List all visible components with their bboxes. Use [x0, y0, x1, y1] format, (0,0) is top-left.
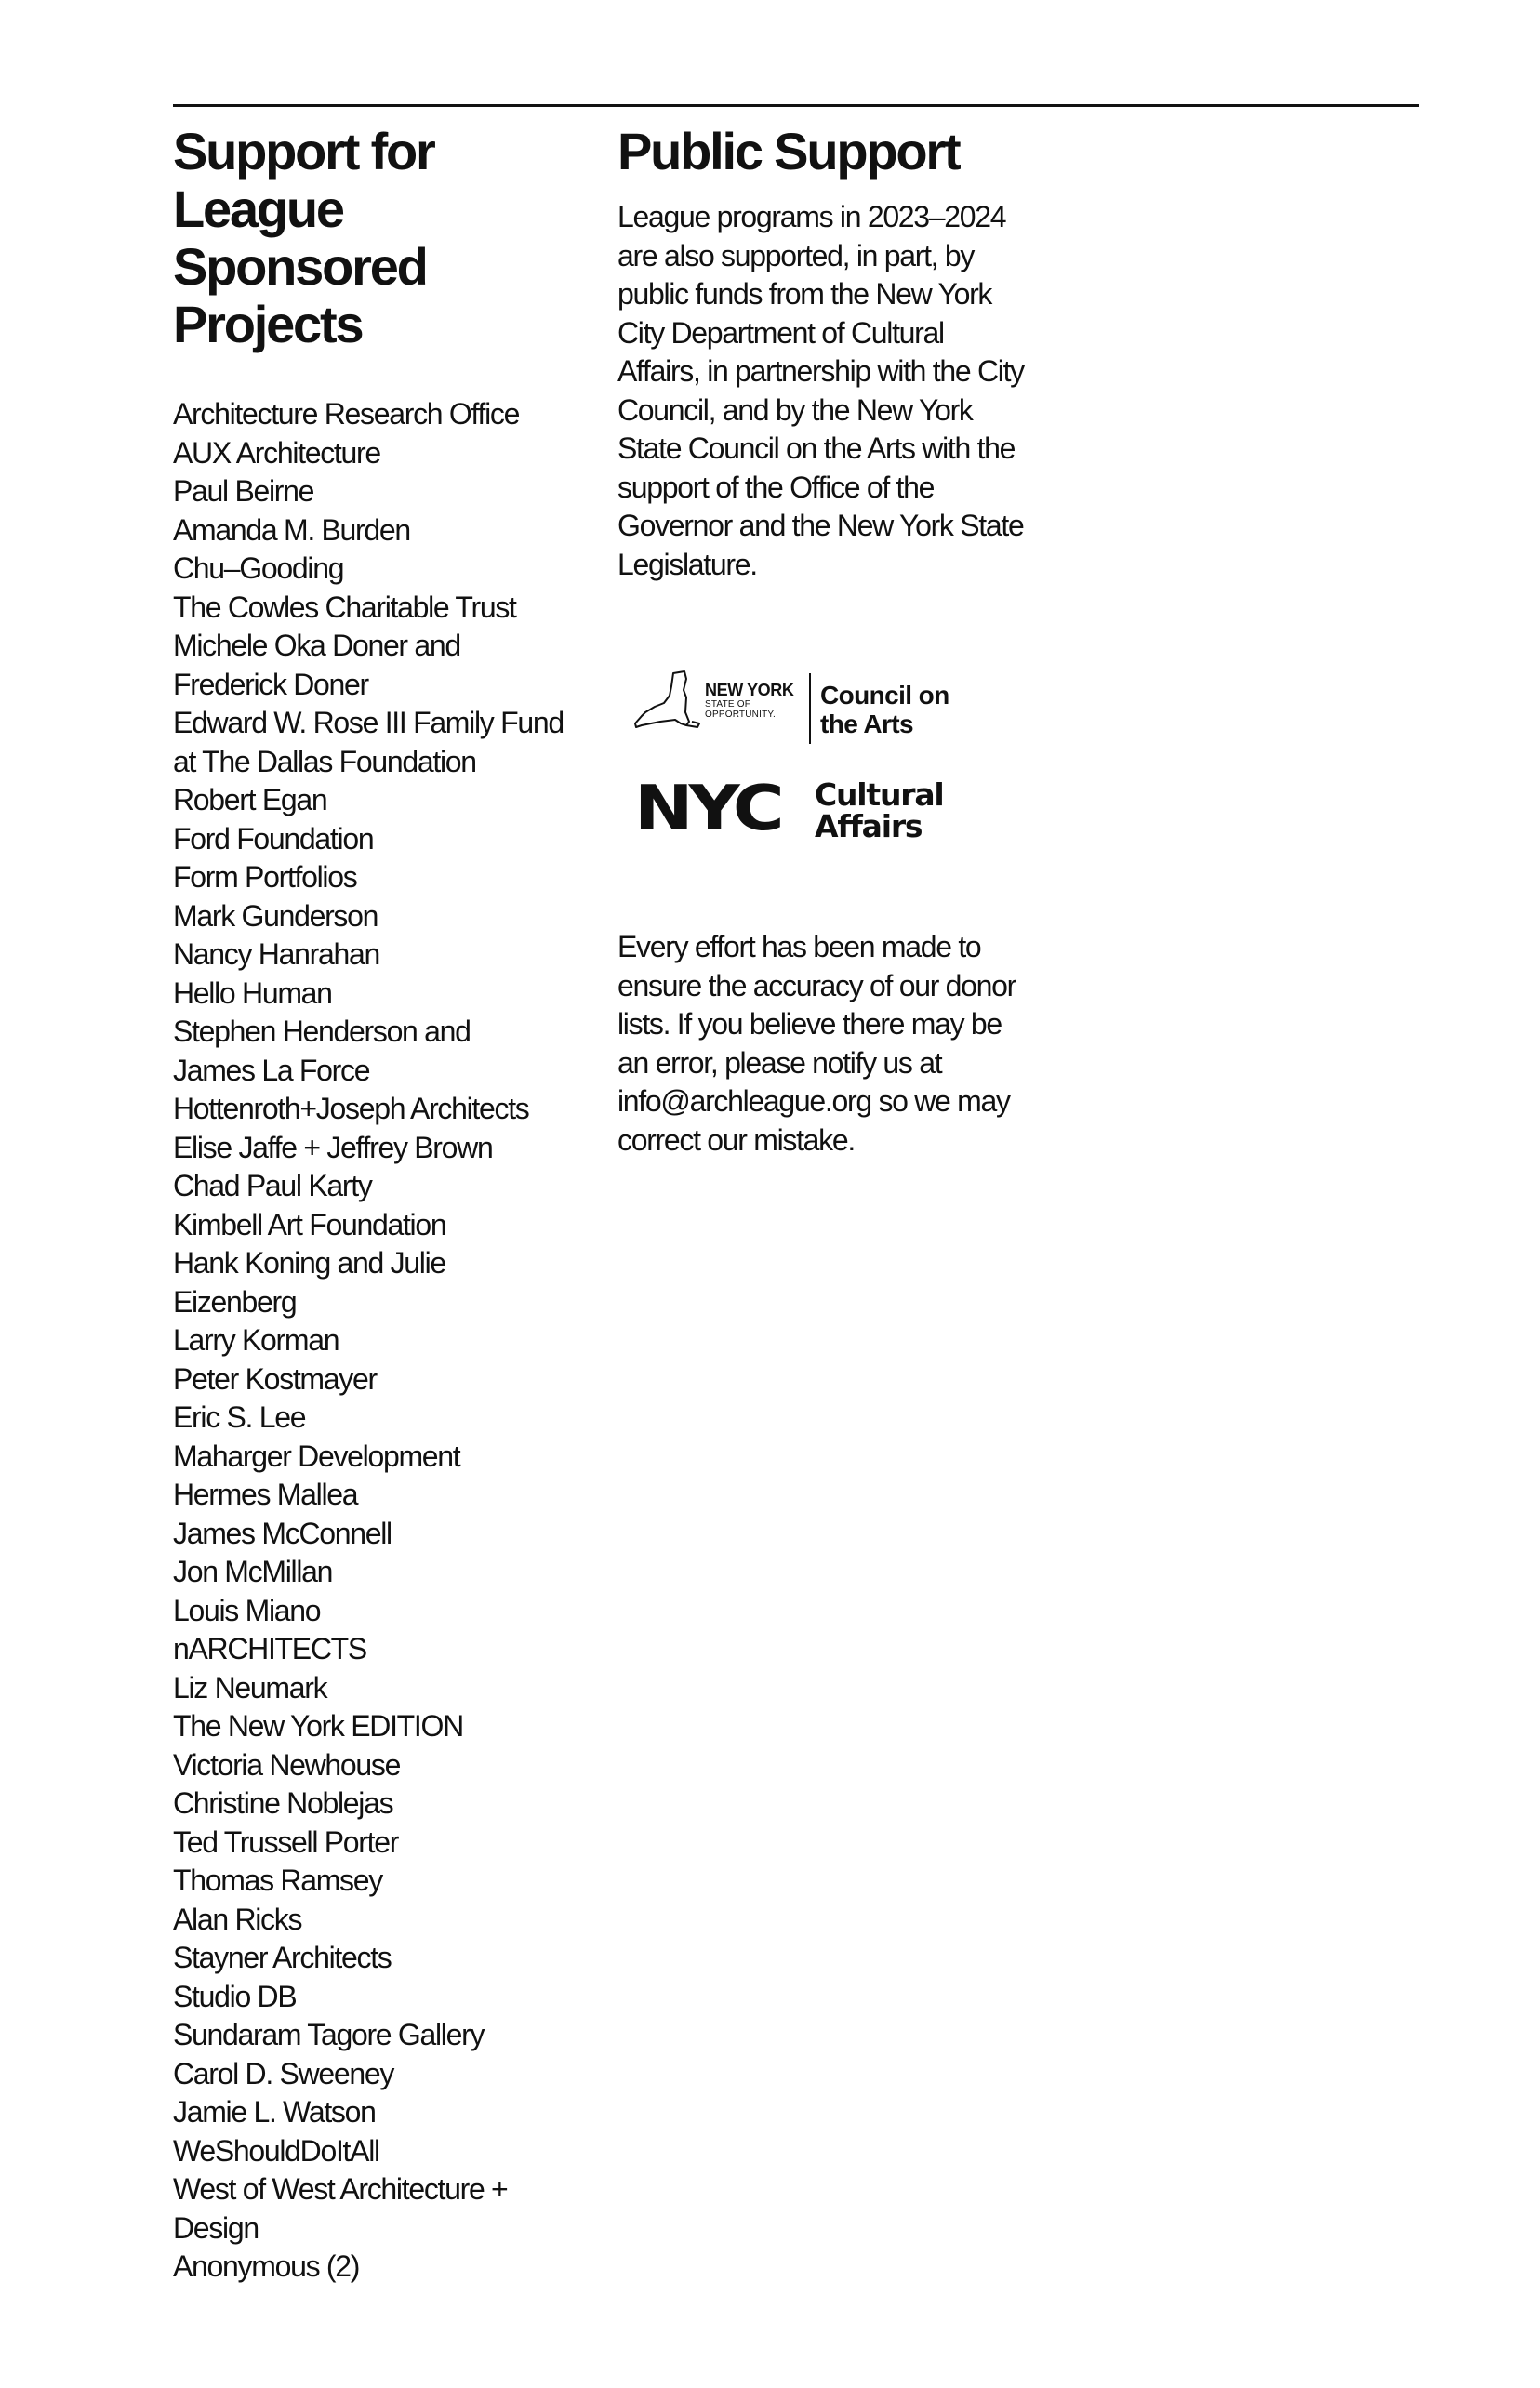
donor-list-item: Maharger Development: [173, 1439, 460, 1473]
donor-list-item: Eric S. Lee: [173, 1400, 306, 1434]
donor-list-item: Larry Korman: [173, 1323, 339, 1357]
donor-list-item: Stephen Henderson and: [173, 1015, 471, 1048]
nysca-council-name: Council on the Arts: [820, 681, 949, 738]
donor-list-item: Mark Gunderson: [173, 898, 378, 933]
donor-list-item: AUX Architecture: [173, 435, 380, 470]
nysca-state-tagline: STATE OF OPPORTUNITY.: [705, 699, 776, 720]
donor-list-item: Christine Noblejas: [173, 1786, 393, 1820]
public-support-heading: Public Support: [617, 122, 960, 180]
donor-list-item: Amanda M. Burden: [173, 512, 410, 547]
donor-list-item: Elise Jaffe + Jeffrey Brown: [173, 1130, 493, 1164]
donor-list: [173, 395, 582, 2287]
donor-list-item: Peter Kostmayer: [173, 1361, 377, 1396]
donor-list-item: James La Force: [173, 1053, 370, 1087]
donor-list-item: Nancy Hanrahan: [173, 937, 379, 971]
disclaimer-block: [617, 928, 1027, 1160]
donor-list-item: Robert Egan: [173, 783, 327, 816]
donor-list-item: Jamie L. Watson: [173, 2095, 376, 2129]
public-support-column: [617, 123, 1027, 584]
donor-list-item: Frederick Doner: [173, 667, 368, 701]
public-support-intro: League programs in 2023–2024 are also supported, in part, by public funds from the New York City Department of Cultural Affairs, in partnership with the City Council, and by the New York State Council on the Arts with the support of the Office of the Governor and the New York State Legislature.: [617, 200, 1024, 581]
donor-list-item: Hottenroth+Joseph Architects: [173, 1092, 529, 1125]
donor-list-item: Liz Neumark: [173, 1670, 327, 1705]
nysca-logo: [632, 668, 958, 751]
donor-list-item: Chu–Gooding: [173, 551, 344, 585]
donor-list-item: Carol D. Sweeney: [173, 2056, 394, 2090]
donor-list-item: Chad Paul Karty: [173, 1169, 372, 1202]
donor-list-item: Jon McMillan: [173, 1555, 333, 1588]
donor-list-item: Paul Beirne: [173, 474, 314, 508]
donor-list-item: Hello Human: [173, 975, 332, 1010]
donor-list-item: Anonymous (2): [173, 2249, 360, 2283]
donor-list-item: Ted Trussell Porter: [173, 1824, 399, 1859]
donor-list-item: Alan Ricks: [173, 1902, 302, 1936]
donor-list-item: Ford Foundation: [173, 821, 374, 856]
donor-list-item: Hank Koning and Julie: [173, 1246, 445, 1280]
donor-list-item: Michele Oka Doner and: [173, 629, 460, 662]
donor-list-item: Design: [173, 2210, 259, 2245]
new-york-state-map-icon: [632, 670, 705, 750]
sponsored-projects-heading: Support for League Sponsored Projects: [173, 122, 434, 353]
donor-list-item: Studio DB: [173, 1979, 297, 2013]
donor-list-item: Kimbell Art Foundation: [173, 1207, 446, 1241]
sponsored-projects-column: [173, 123, 582, 2287]
donor-list-item: Edward W. Rose III Family Fund: [173, 706, 564, 739]
donor-list-item: WeShouldDoItAll: [173, 2133, 379, 2168]
donor-list-item: Sundaram Tagore Gallery: [173, 2018, 485, 2051]
donor-list-item: Louis Miano: [173, 1593, 321, 1627]
nyc-department-name: [815, 776, 973, 844]
top-rule: [173, 104, 1419, 107]
donor-list-item: Architecture Research Office: [173, 397, 520, 431]
donor-list-item: Stayner Architects: [173, 1941, 392, 1974]
donor-list-disclaimer: Every effort has been made to ensure the accuracy of our donor lists. If you believe there may be an error, please notify us at info@archleague.org so we may correct our mistake.: [617, 930, 1016, 1157]
donor-list-item: Eizenberg: [173, 1284, 297, 1319]
donor-list-item: West of West Architecture +: [173, 2172, 508, 2206]
nyc-cultural-affairs-logo: [632, 771, 967, 850]
donor-list-item: nARCHITECTS: [173, 1632, 366, 1665]
funder-logos: [632, 668, 967, 854]
nysca-state-name: NEW YORK: [705, 681, 794, 699]
donor-list-item: Victoria Newhouse: [173, 1747, 401, 1782]
donor-list-item: Hermes Mallea: [173, 1478, 358, 1511]
donor-list-item: Thomas Ramsey: [173, 1864, 382, 1897]
donor-list-item: The Cowles Charitable Trust: [173, 590, 516, 624]
nyc-wordmark: NYC: [634, 771, 780, 844]
nyc-department-label: Cultural Affairs: [815, 776, 944, 844]
donor-list-item: at The Dallas Foundation: [173, 744, 476, 778]
donor-list-item: James McConnell: [173, 1516, 392, 1550]
nysca-divider: [809, 673, 811, 744]
donor-list-item: The New York EDITION: [173, 1709, 463, 1743]
donor-list-item: Form Portfolios: [173, 860, 357, 894]
